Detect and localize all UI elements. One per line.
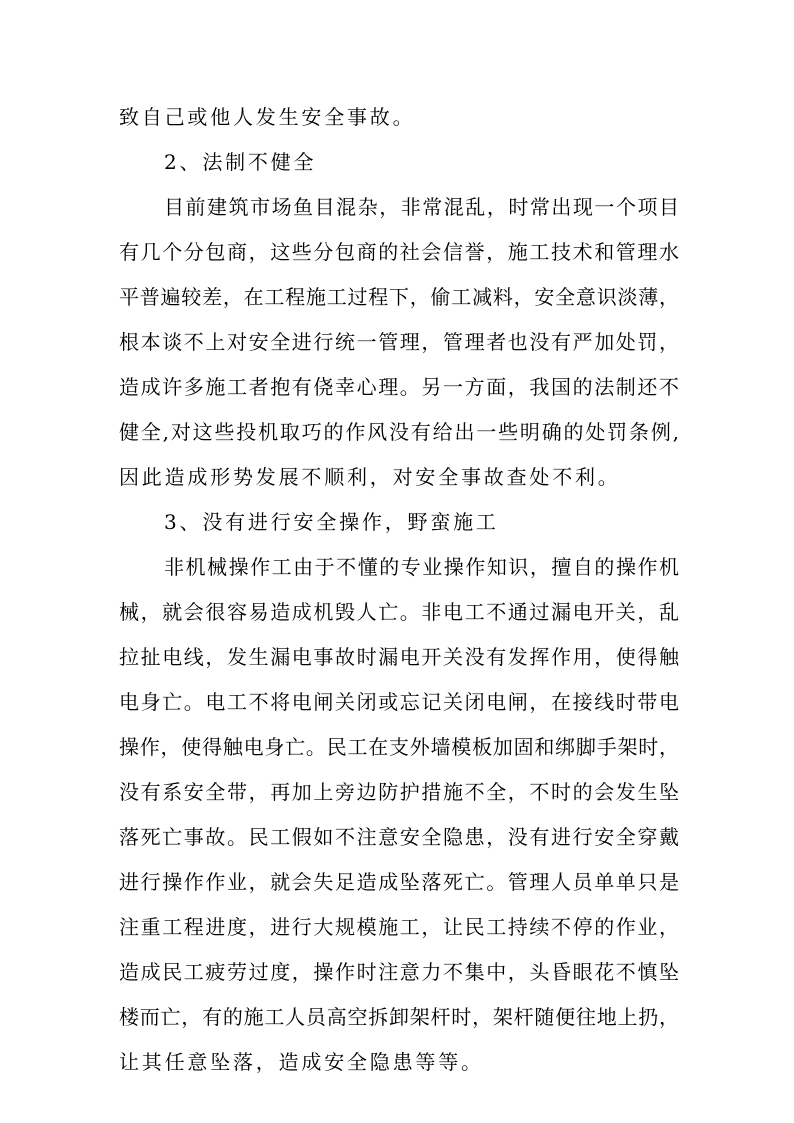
paragraph-line: 造成民工疲劳过度，操作时注意力不集中，头昏眼花不慎坠 xyxy=(119,960,679,984)
paragraph-line: 平普遍较差，在工程施工过程下，偷工减料，安全意识淡薄， xyxy=(119,285,679,309)
paragraph-line: 有几个分包商，这些分包商的社会信誉，施工技术和管理水 xyxy=(119,240,679,264)
paragraph-line: 造成许多施工者抱有侥幸心理。另一方面，我国的法制还不 xyxy=(119,375,679,399)
paragraph-line: 健全,对这些投机取巧的作风没有给出一些明确的处罚条例, xyxy=(119,420,679,444)
paragraph-line: 操作，使得触电身亡。民工在支外墙模板加固和绑脚手架时， xyxy=(119,735,679,759)
paragraph-line: 进行操作作业，就会失足造成坠落死亡。管理人员单单只是 xyxy=(119,870,679,894)
paragraph-line: 非机械操作工由于不懂的专业操作知识，擅自的操作机 xyxy=(164,555,679,579)
paragraph-line: 注重工程进度，进行大规模施工，让民工持续不停的作业， xyxy=(119,915,679,939)
paragraph-line: 目前建筑市场鱼目混杂，非常混乱，时常出现一个项目 xyxy=(164,195,679,219)
paragraph-line: 电身亡。电工不将电闸关闭或忘记关闭电闸，在接线时带电 xyxy=(119,690,679,714)
paragraph-line: 落死亡事故。民工假如不注意安全隐患，没有进行安全穿戴 xyxy=(119,825,679,849)
paragraph-line: 没有系安全带，再加上旁边防护措施不全，不时的会发生坠 xyxy=(119,780,679,804)
paragraph-line: 因此造成形势发展不顺利，对安全事故查处不利。 xyxy=(119,465,621,489)
section-heading-unsafe-operation: 3、没有进行安全操作，野蛮施工 xyxy=(164,510,499,534)
section-heading-legal-system: 2、法制不健全 xyxy=(164,150,317,174)
paragraph-line: 械，就会很容易造成机毁人亡。非电工不通过漏电开关，乱 xyxy=(119,600,679,624)
paragraph-line: 致自己或他人发生安全事故。 xyxy=(119,105,416,129)
paragraph-line: 让其任意坠落，造成安全隐患等等。 xyxy=(119,1050,484,1074)
paragraph-line: 拉扯电线，发生漏电事故时漏电开关没有发挥作用，使得触 xyxy=(119,645,679,669)
paragraph-line: 根本谈不上对安全进行统一管理，管理者也没有严加处罚， xyxy=(119,330,679,354)
paragraph-line: 楼而亡，有的施工人员高空拆卸架杆时，架杆随便往地上扔， xyxy=(119,1005,679,1029)
